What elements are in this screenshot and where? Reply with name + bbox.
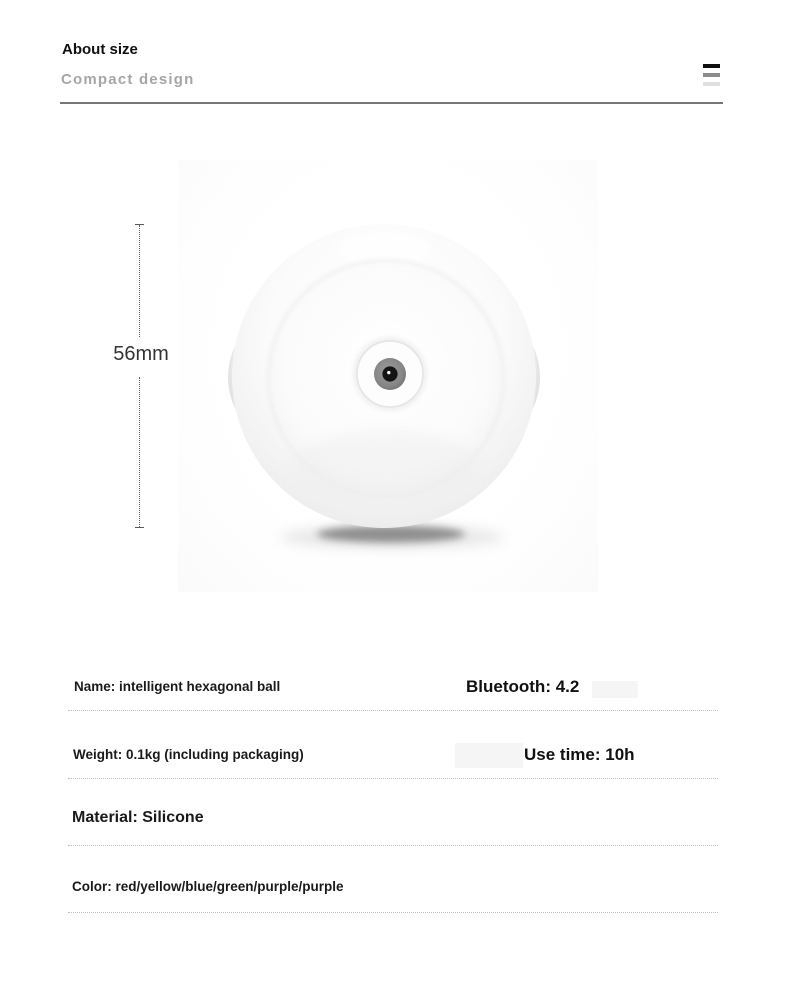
product-image bbox=[178, 160, 598, 592]
dimension-line-lower bbox=[139, 377, 140, 527]
spec-use-time: Use time: 10h bbox=[524, 745, 635, 764]
row-separator bbox=[68, 710, 718, 711]
header-divider bbox=[60, 102, 723, 104]
row-separator bbox=[68, 845, 718, 846]
dimension-label: 56mm bbox=[113, 343, 169, 365]
spec-weight: Weight: 0.1kg (including packaging) bbox=[73, 747, 304, 762]
menu-bar bbox=[703, 73, 720, 77]
row-separator bbox=[68, 778, 718, 779]
menu-bar bbox=[703, 82, 720, 86]
page-subtitle: Compact design bbox=[61, 71, 195, 88]
watermark-box bbox=[592, 681, 638, 698]
spec-name: Name: intelligent hexagonal ball bbox=[74, 679, 281, 694]
menu-icon[interactable] bbox=[703, 64, 720, 86]
dimension-cap-bottom bbox=[135, 527, 144, 528]
dimension-line-upper bbox=[139, 225, 140, 337]
watermark-box bbox=[455, 743, 523, 768]
menu-bar bbox=[703, 64, 720, 68]
spec-material: Material: Silicone bbox=[72, 809, 204, 826]
spec-color: Color: red/yellow/blue/green/purple/purple bbox=[72, 879, 344, 894]
page-title: About size bbox=[62, 41, 138, 58]
spec-bluetooth: Bluetooth: 4.2 bbox=[466, 677, 580, 696]
row-separator bbox=[68, 912, 718, 913]
